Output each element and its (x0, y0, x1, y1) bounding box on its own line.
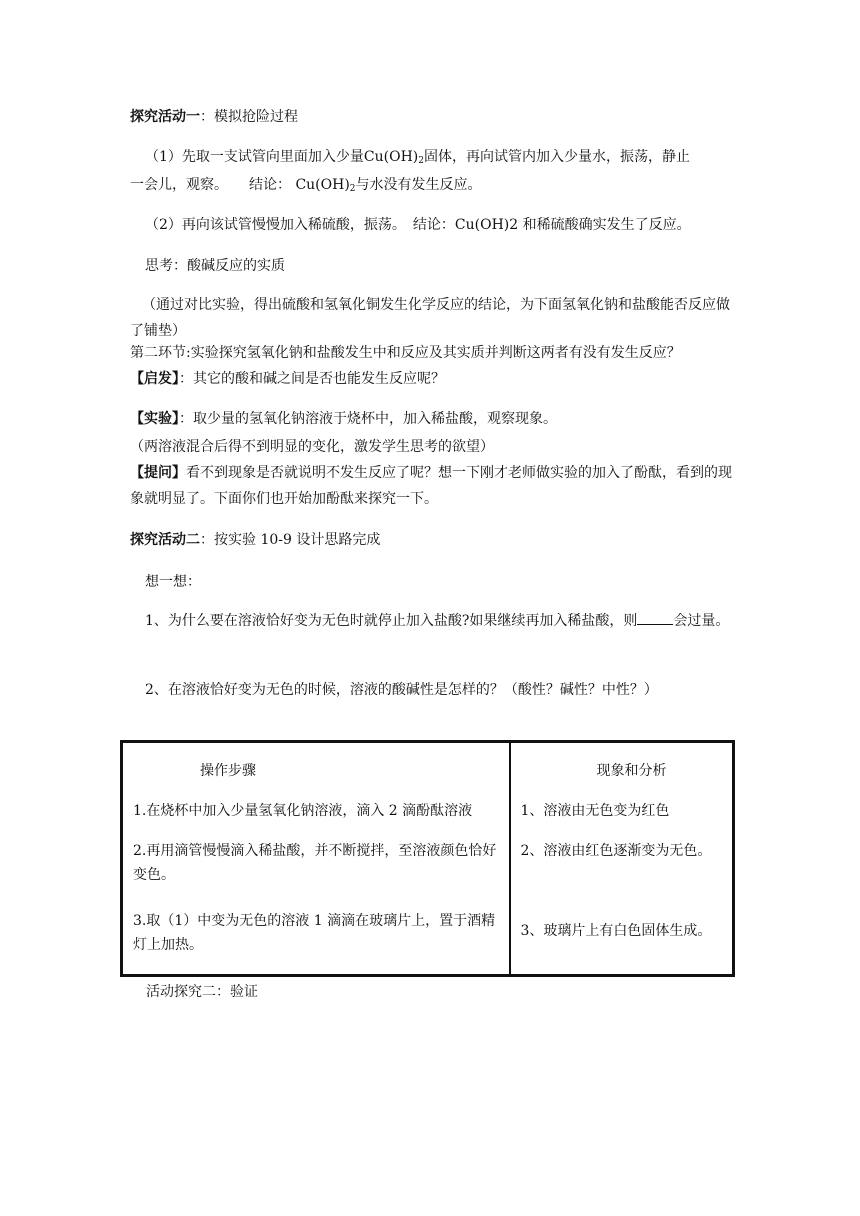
step1-text-a: （1）先取一支试管向里面加入少量 (145, 149, 364, 165)
q1-text-b: 会过量。 (673, 613, 730, 629)
experiment-table (120, 740, 735, 977)
table-column-results (510, 742, 734, 976)
table-column-steps (122, 742, 510, 976)
activity1-title-rest: ：模拟抢险过程 (200, 109, 298, 125)
section2-experiment (130, 408, 740, 430)
inspire-text: ：其它的酸和碱之间是否也能发生反应呢？ (179, 371, 445, 387)
table-step-3: 3.取（1）中变为无色的溶液 1 滴滴在玻璃片上，置于酒精灯上加热。 (133, 913, 496, 953)
activity1-step1 (145, 146, 740, 172)
table-header-results: 现象和分析 (596, 763, 667, 779)
table-header-steps: 操作步骤 (200, 763, 256, 779)
experiment-text: ：取少量的氢氧化钠溶液于烧杯中，加入稀盐酸，观察现象。 (179, 411, 557, 427)
step1-formula: Cu(OH) (363, 149, 419, 165)
step1-text-c: 一会儿，观察。 结论： Cu(OH) (130, 177, 350, 193)
answer-blank (637, 608, 673, 625)
table-result-2: 2、溶液由红色逐渐变为无色。 (520, 843, 712, 859)
question-label: 【提问】 (130, 465, 186, 481)
section2-question (130, 460, 734, 512)
activity2-think: 想一想： (145, 574, 201, 590)
section2-experiment-note: （两溶液混合后得不到明显的变化，激发学生思考的欲望） (130, 439, 494, 455)
experiment-label: 【实验】 (130, 411, 179, 427)
table-result-1: 1、溶液由无色变为红色 (520, 803, 670, 819)
table-result-3: 3、玻璃片上有白色固体生成。 (520, 923, 712, 939)
table-step-2: 2.再用滴管慢慢滴入稀盐酸，并不断搅拌，至溶液颜色恰好变色。 (133, 843, 497, 883)
question-text: 看不到现象是否就说明不发生反应了呢？想一下刚才老师做实验的加入了酚酞，看到的现象就明显了。下面你们也开始加酚酞来探究一下。 (130, 465, 732, 507)
step1-text-d: 与水没有发生反应。 (355, 177, 482, 193)
activity2-q1 (130, 608, 734, 634)
step1-formula-sub: 2 (418, 156, 424, 166)
activity1-title-bold: 探究活动一 (130, 109, 200, 125)
activity2-title-bold: 探究活动二 (130, 532, 200, 548)
activity2-title (130, 529, 740, 551)
activity2-title-rest: ：按实验 10-9 设计思路完成 (200, 532, 381, 548)
q1-text-a: 1、为什么要在溶液恰好变为无色时就停止加入盐酸?如果继续再加入稀盐酸，则 (145, 613, 638, 629)
activity1-title (130, 106, 740, 128)
table-step-1: 1.在烧杯中加入少量氢氧化钠溶液，滴入 2 滴酚酞溶液 (133, 803, 473, 819)
activity2-q2: 2、在溶液恰好变为无色的时候，溶液的酸碱性是怎样的？（酸性？碱性？中性？） (145, 682, 658, 698)
activity1-step1-cont (130, 174, 740, 200)
section2-heading: 第二环节:实验探究氢氧化钠和盐酸发生中和反应及其实质并判断这两者有没有发生反应？ (130, 345, 681, 361)
activity1-note: （通过对比实验，得出硫酸和氢氧化铜发生化学反应的结论，为下面氢氧化钠和盐酸能否反应做了铺垫） (130, 297, 730, 339)
activity1-step2: （2）再向该试管慢慢加入稀硫酸，振荡。 结论：Cu(OH)2 和稀硫酸确实发生了反应。 (145, 217, 691, 233)
step1-conclusion-sub: 2 (349, 184, 356, 194)
step1-text-b: 固体，再向试管内加入少量水，振荡，静止 (424, 149, 690, 165)
inspire-label: 【启发】 (130, 371, 179, 387)
footer-line: 活动探究二：验证 (146, 984, 258, 1000)
activity1-think: 思考：酸碱反应的实质 (145, 258, 285, 274)
section2-inspire (130, 368, 740, 390)
